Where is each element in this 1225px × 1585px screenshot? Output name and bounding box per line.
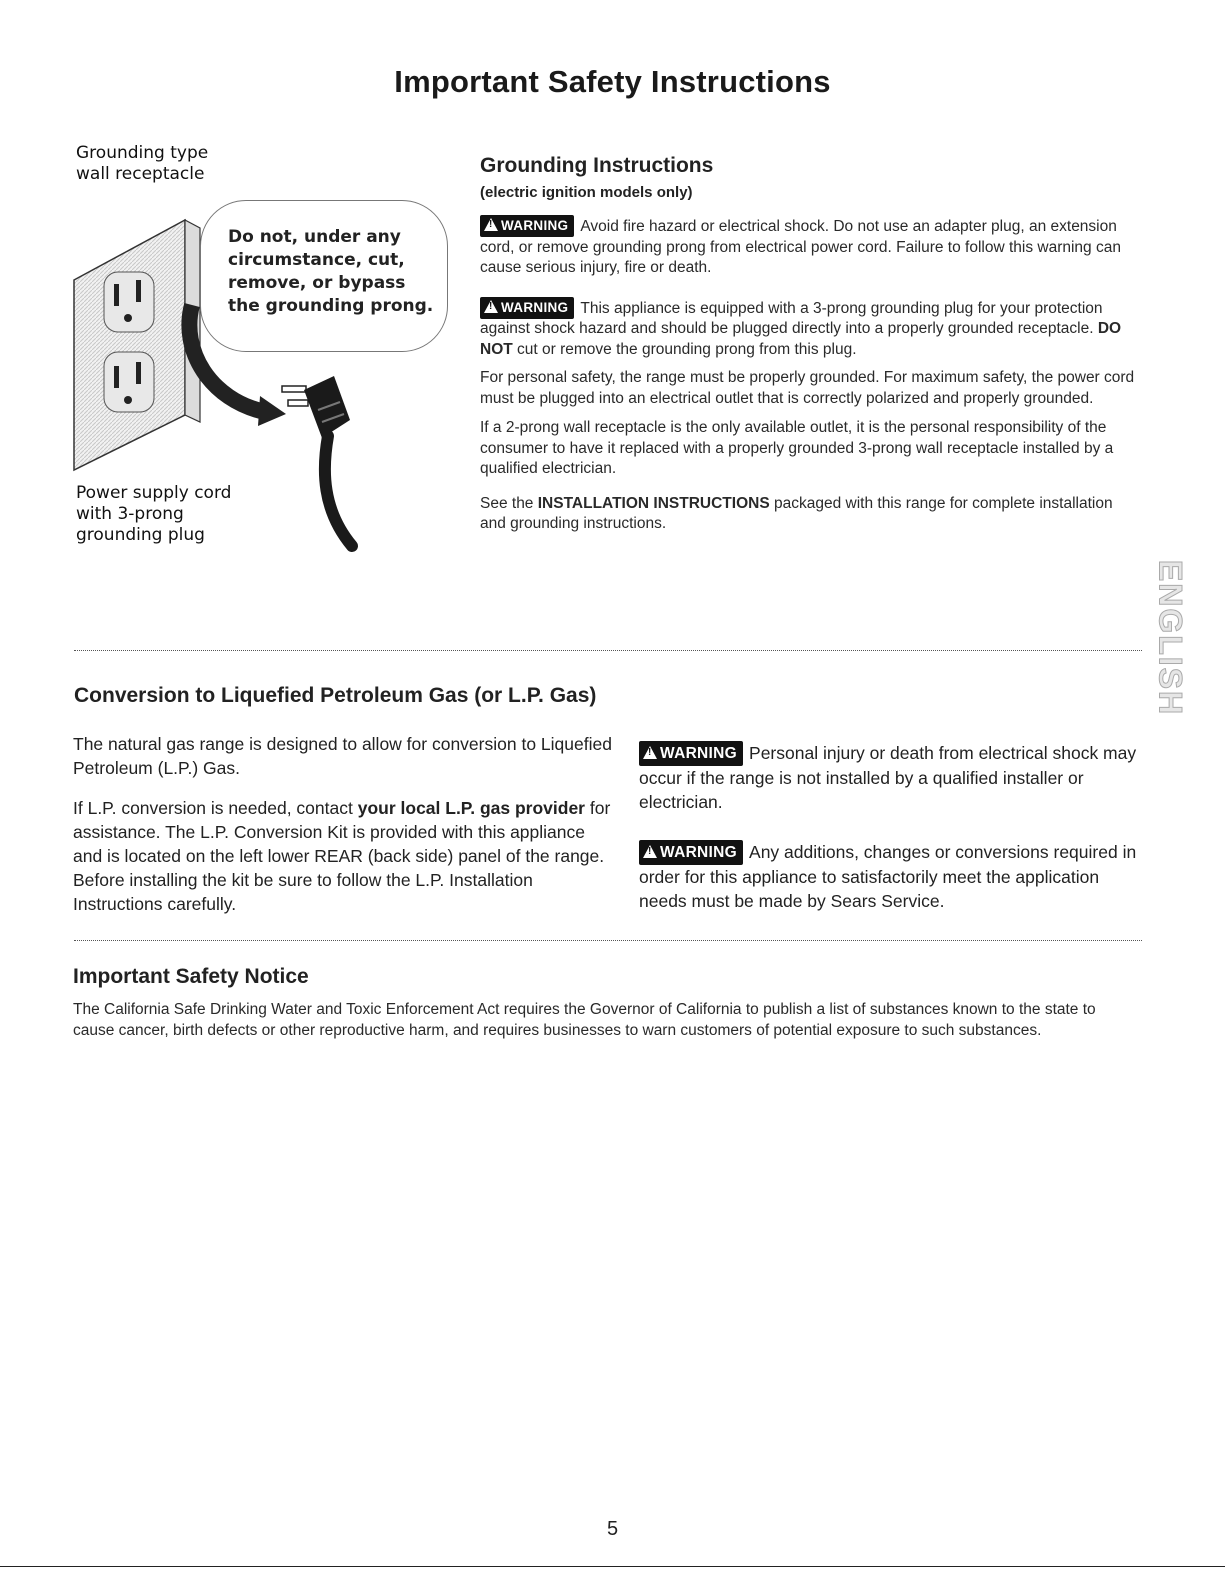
lp-right-column [639,741,1139,913]
notice-text: The California Safe Drinking Water and Toxic Enforcement Act requires the Governor of California to publish a list of substances known to the state to cause cancer, birth defects or other reproductive harm, and requires businesses to warn customers of potential exposure to such substances. [73,1001,1096,1039]
warning-badge-label: WARNING [660,745,738,762]
page-title: Important Safety Instructions [394,64,831,99]
warning-badge [480,215,574,237]
warning-badge-label: WARNING [501,299,569,315]
grounding-subheading: (electric ignition models only) [480,184,693,201]
grounding-section [480,154,1145,535]
warning-triangle-icon [484,300,498,313]
lp-warning-1 [639,741,1139,814]
figure-label-receptacle-line2: wall receptacle [76,164,205,184]
warning-badge [480,297,574,319]
section-divider [74,940,1142,941]
grounding-warning-1 [480,215,1145,279]
figure-label-receptacle [76,143,208,185]
grounding-warning-2 [480,297,1145,361]
see-bold: INSTALLATION INSTRUCTIONS [537,494,770,512]
warning-badge-label: WARNING [501,218,569,233]
warning-triangle-icon [484,218,498,231]
lp-para-1: The natural gas range is designed to allow for conversion to Liquefied Petroleum (L.P.) Gas. [73,734,612,778]
wall-receptacle-icon [74,220,200,470]
bottom-rule [0,1566,1225,1567]
language-side-tab-text: ENGLISH [1152,559,1189,717]
see-post: packaged with this range for complete installation and grounding instructions. [480,494,1113,532]
grounding-heading: Grounding Instructions [480,154,714,177]
lp-warning-2-text: Any additions, changes or conversions required in order for this appliance to satisfactorily meet the application needs must be made by Sears Service. [639,842,1137,911]
figure-label-cord-line3: grounding plug [76,525,205,545]
page-number: 5 [606,1518,619,1540]
grounding-warning-1-text: Avoid fire hazard or electrical shock. Do not use an adapter plug, an extension cord, or remove grounding prong from electrical power cord. Failure to follow this warning can cause serious injury, fire or death. [480,218,1121,276]
grounding-warning-2-text: This appliance is equipped with a 3-prong grounding plug for your protection against shock hazard and should be plugged directly into a properly grounded receptacle. [480,299,1103,337]
callout-text: Do not, under any circumstance, cut, remove, or bypass the grounding prong. [228,227,434,316]
figure-label-receptacle-line1: Grounding type [76,143,209,163]
section-divider [74,650,1142,651]
figure-label-cord-line2: with 3-prong [76,504,184,524]
lp-warning-1-text: Personal injury or death from electrical shock may occur if the range is not installed by a qualified installer or electrician. [639,743,1137,812]
lp-para-2-bold: your local L.P. gas provider [357,798,585,818]
figure-label-cord-line1: Power supply cord [76,483,232,503]
warning-badge [639,741,743,766]
figure-label-cord [76,483,231,546]
lp-heading: Conversion to Liquefied Petroleum Gas (or L.P. Gas) [74,684,597,707]
grounding-see-instructions [480,494,1130,535]
lp-warning-2 [639,840,1139,913]
warning-badge-label: WARNING [660,844,738,861]
lp-para-2-pre: If L.P. conversion is needed, contact [73,798,353,818]
warning-triangle-icon [643,746,657,759]
plug-icon [282,376,352,546]
grounding-warning-2-post: cut or remove the grounding prong from this plug. [517,340,857,358]
notice-heading: Important Safety Notice [73,965,309,988]
lp-para-2 [73,796,618,916]
grounding-para-2prong: If a 2-prong wall receptacle is the only available outlet, it is the personal responsibility of the consumer to have it replaced with a properly grounded 3-prong wall receptacle installed by a qualified electrician. [480,419,1114,477]
language-side-tab [1150,559,1190,717]
grounding-para-safety: For personal safety, the range must be properly grounded. For maximum safety, the power cord must be plugged into an electrical outlet that is correctly polarized and properly grounded. [480,369,1135,407]
warning-badge [639,840,743,865]
see-pre: See the [480,494,534,512]
lp-para-2-post: for assistance. The L.P. Conversion Kit is provided with this appliance and is located on the left lower REAR (back side) panel of the range. Before installing the kit be sure to follow the L.P. Installation Instructions carefully. [73,798,611,914]
warning-triangle-icon [643,845,657,858]
grounding-warning-2-bold: DO NOT [480,320,1122,358]
lp-left-column [73,732,618,916]
